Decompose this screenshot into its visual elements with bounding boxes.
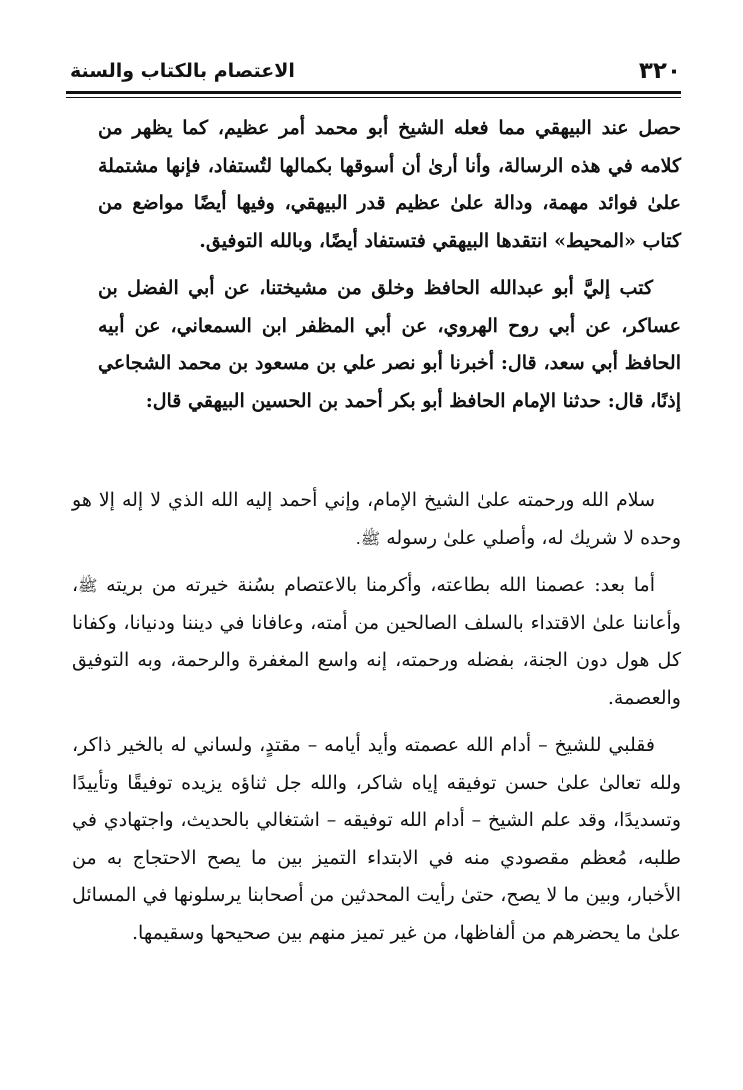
letter-paragraph-greeting	[72, 482, 681, 557]
quoted-introduction	[98, 110, 681, 420]
page-number: ٣٢٠	[638, 58, 681, 84]
page-header	[70, 58, 681, 88]
letter-text	[72, 482, 681, 952]
salla-sign-2: ﷺ	[78, 576, 98, 595]
greeting-text: سلام الله ورحمته علىٰ الشيخ الإمام، وإني أحمد إليه الله الذي لا إله إلا هو وحده لا شريك له، وأصلي علىٰ رسوله	[72, 489, 681, 549]
isnad-paragraph: كتب إليَّ أبو عبدالله الحافظ وخلق من مشيختنا، عن أبي الفضل بن عساكر، عن أبي روح الهروي، عن أبي المظفر ابن السمعاني، عن أبيه الحافظ أبي سعد، قال: أخبرنا أبو نصر علي بن مسعود بن محمد الشجاعي إذنًا، قال: حدثنا الإمام الحافظ أبو بكر أحمد بن الحسين البيهقي قال:	[98, 277, 681, 412]
intro-paragraph: حصل عند البيهقي مما فعله الشيخ أبو محمد أمر عظيم، كما يظهر من كلامه في هذه الرسالة، وأنا أرىٰ أن أسوقها بكمالها لتُستفاد، فإنها مشتملة علىٰ فوائد مهمة، ودالة علىٰ عظيم قدر البيهقي، وفيها أيضًا مواضع من كتاب «المحيط» انتقدها البيهقي فتستفاد أيضًا، وبالله التوفيق.	[98, 117, 681, 252]
amma-bad-start: أما بعد: عصمنا الله بطاعته، وأكرمنا بالاعتصام بسُنة خيرته من بريته	[106, 574, 656, 596]
letter-paragraph-main: فقلبي للشيخ – أدام الله عصمته وأيد أيامه – مقتدٍ، ولساني له بالخير ذاكر، ولله تعالىٰ علىٰ حسن توفيقه إياه شاكر، والله جل ثناؤه يزيده توفيقًا وتأييدًا وتسديدًا، وقد علم الشيخ – أدام الله توفيقه – اشتغالي بالحديث، واجتهادي في طلبه، مُعظم مقصودي منه في الابتداء التميز بين ما يصح الاحتجاج به من الأخبار، وبين ما لا يصح، حتىٰ رأيت المحدثين من أصحابنا يرسلونها في المسائل علىٰ ما يحضرهم من ألفاظها، من غير تميز منهم بين صحيحها وسقيمها.	[72, 734, 681, 944]
salla-sign-1: ﷺ.	[355, 528, 381, 548]
header-rule-thick	[66, 91, 681, 94]
letter-paragraph-amma-bad	[72, 567, 681, 717]
header-rule-thin	[66, 97, 681, 98]
running-title: الاعتصام بالكتاب والسنة	[70, 60, 295, 82]
amma-bad-rest: ، وأعاننا علىٰ الاقتداء بالسلف الصالحين من أمته، وعافانا في ديننا ودنيانا، وكفانا كل هول دون الجنة، بفضله ورحمته، إنه واسع المغفرة والرحمة، وبه التوفيق والعصمة.	[72, 574, 681, 709]
